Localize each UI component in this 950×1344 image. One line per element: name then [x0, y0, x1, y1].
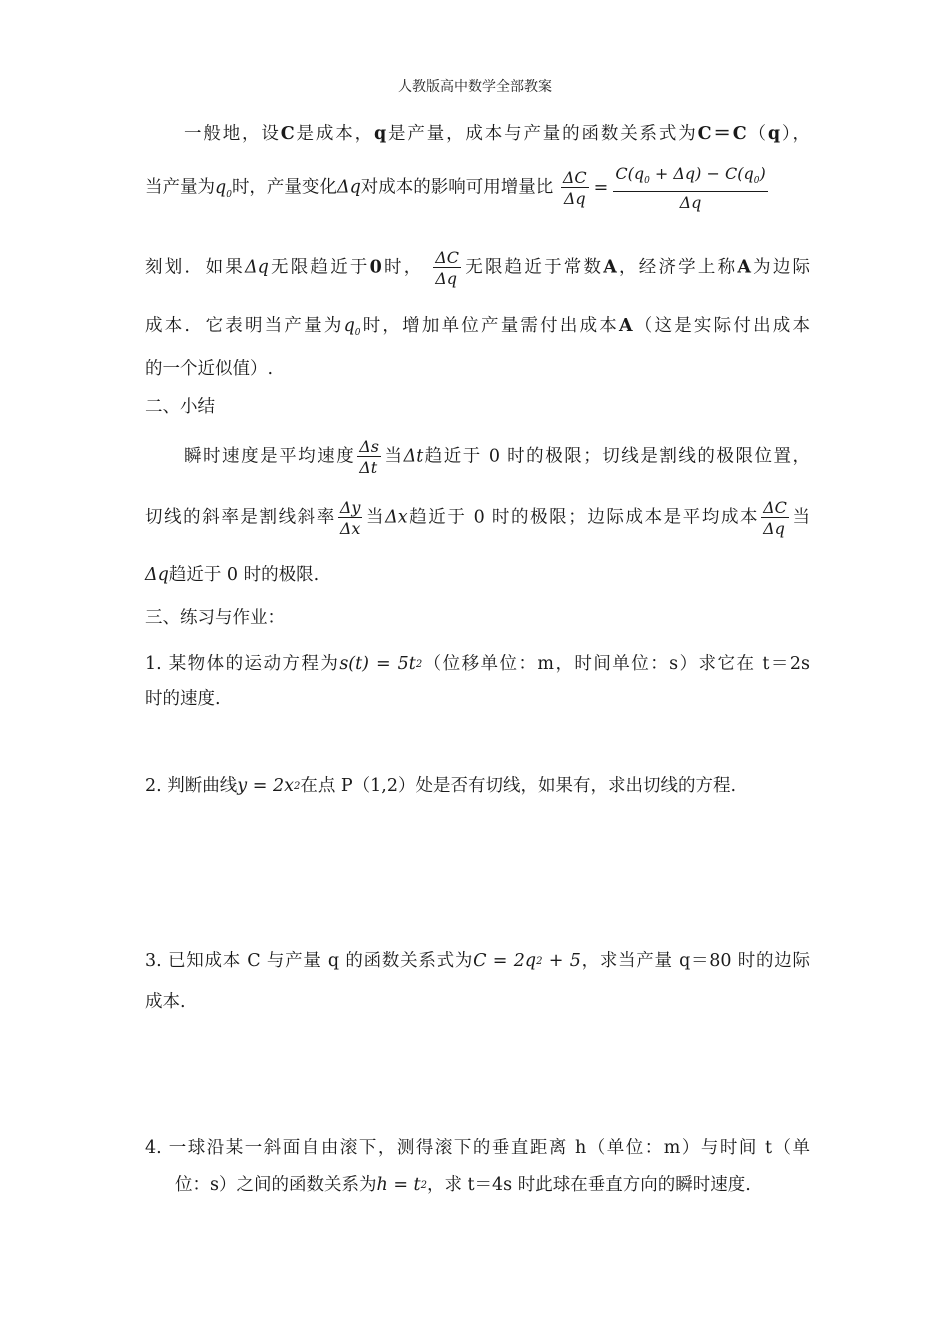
fraction-delta-c-over-delta-q: $\frac{\Delta C}{\Delta q}$ [562, 168, 587, 208]
fraction-delta-c-over-delta-q: $\frac{\Delta C}{\Delta q}$ [435, 248, 460, 288]
summary-line-3: Δq趋近于 0 时的极限. [145, 565, 320, 585]
exercise-4-line-1: 4. 一球沿某一斜面自由滚下，测得滚下的垂直距离 h（单位：m）与时间 t（单 [145, 1138, 810, 1158]
para-line-2: 当产量为$q_0$时，产量变化Δq对成本的影响可用增量比 $\frac{\Delta C}{\Delta q}$ = $\frac{C(q_0 + \Delta q) - C(q_0)}{\Delta q}$ [145, 164, 766, 212]
section-2-title: 二、小结 [145, 397, 215, 417]
fraction-increment-ratio: $\frac{C(q_0 + \Delta q) - C(q_0)}{\Delta q}$ [615, 164, 766, 212]
q0-symbol: $q_0$ [215, 177, 232, 200]
formula-s-equals-5t2: $s(t) = 5t^2$ [339, 654, 423, 674]
summary-line-1: 瞬时速度是平均速度 $\frac{\Delta s}{\Delta t}$ 当Δt趋近于 0 时的极限；切线是割线的极限位置， [184, 437, 811, 477]
fraction-delta-c-over-delta-q: $\frac{\Delta C}{\Delta q}$ [763, 498, 787, 538]
formula-y-equals-2x2: $y = 2x^2$ [237, 776, 301, 796]
fraction-delta-s-over-delta-t: $\frac{\Delta s}{\Delta t}$ [359, 437, 379, 477]
delta-x-symbol: Δx [385, 507, 408, 528]
q0-symbol: $q_0$ [343, 316, 361, 338]
summary-line-2: 切线的斜率是割线斜率 $\frac{\Delta y}{\Delta x}$ 当Δx趋近于 0 时的极限；边际成本是平均成本 $\frac{\Delta C}{\Delta q}$ 当 [145, 498, 811, 538]
exercise-1-line-2: 时的速度. [145, 689, 221, 709]
exercise-3-line-1: 3. 已知成本 C 与产量 q 的函数关系式为$C = 2q^2 + 5$，求当产量 q＝80 时的边际 [145, 951, 811, 971]
para-line-1: 一般地，设C是成本，q是产量，成本与产量的函数关系式为C＝C（q）， [184, 124, 811, 144]
exercise-3-line-2: 成本. [145, 992, 186, 1012]
section-3-title: 三、练习与作业： [145, 608, 285, 628]
delta-q-symbol: Δq [336, 177, 361, 198]
exercise-1-line-1: 1. 某物体的运动方程为$s(t) = 5t^2$（位移单位：m，时间单位：s）求它在 t＝2s [145, 654, 810, 674]
delta-q-symbol: Δq [245, 257, 269, 278]
page-header: 人教版高中数学全部教案 [398, 79, 552, 95]
exercise-2-line-1: 2. 判断曲线$y = 2x^2$在点 P（1,2）处是否有切线，如果有，求出切线的方程. [145, 776, 737, 796]
delta-q-symbol: Δq [145, 565, 169, 585]
delta-t-symbol: Δt [403, 446, 424, 467]
para-line-3: 刻划. 如果Δq无限趋近于0时， $\frac{\Delta C}{\Delta q}$ 无限趋近于常数A，经济学上称A为边际 [145, 248, 811, 288]
fraction-delta-y-over-delta-x: $\frac{\Delta y}{\Delta x}$ [339, 498, 361, 538]
para-line-5: 的一个近似值）. [145, 359, 274, 379]
formula-h-equals-t2: $h = t^2$ [376, 1175, 427, 1195]
exercise-4-line-2: 位：s）之间的函数关系为$h = t^2$，求 t＝4s 时此球在垂直方向的瞬时速度. [175, 1175, 751, 1195]
formula-c-equals-2q2-plus-5: $C = 2q^2 + 5$ [473, 951, 581, 971]
para-line-4: 成本. 它表明当产量为$q_0$时，增加单位产量需付出成本A（这是实际付出成本 [145, 316, 811, 338]
